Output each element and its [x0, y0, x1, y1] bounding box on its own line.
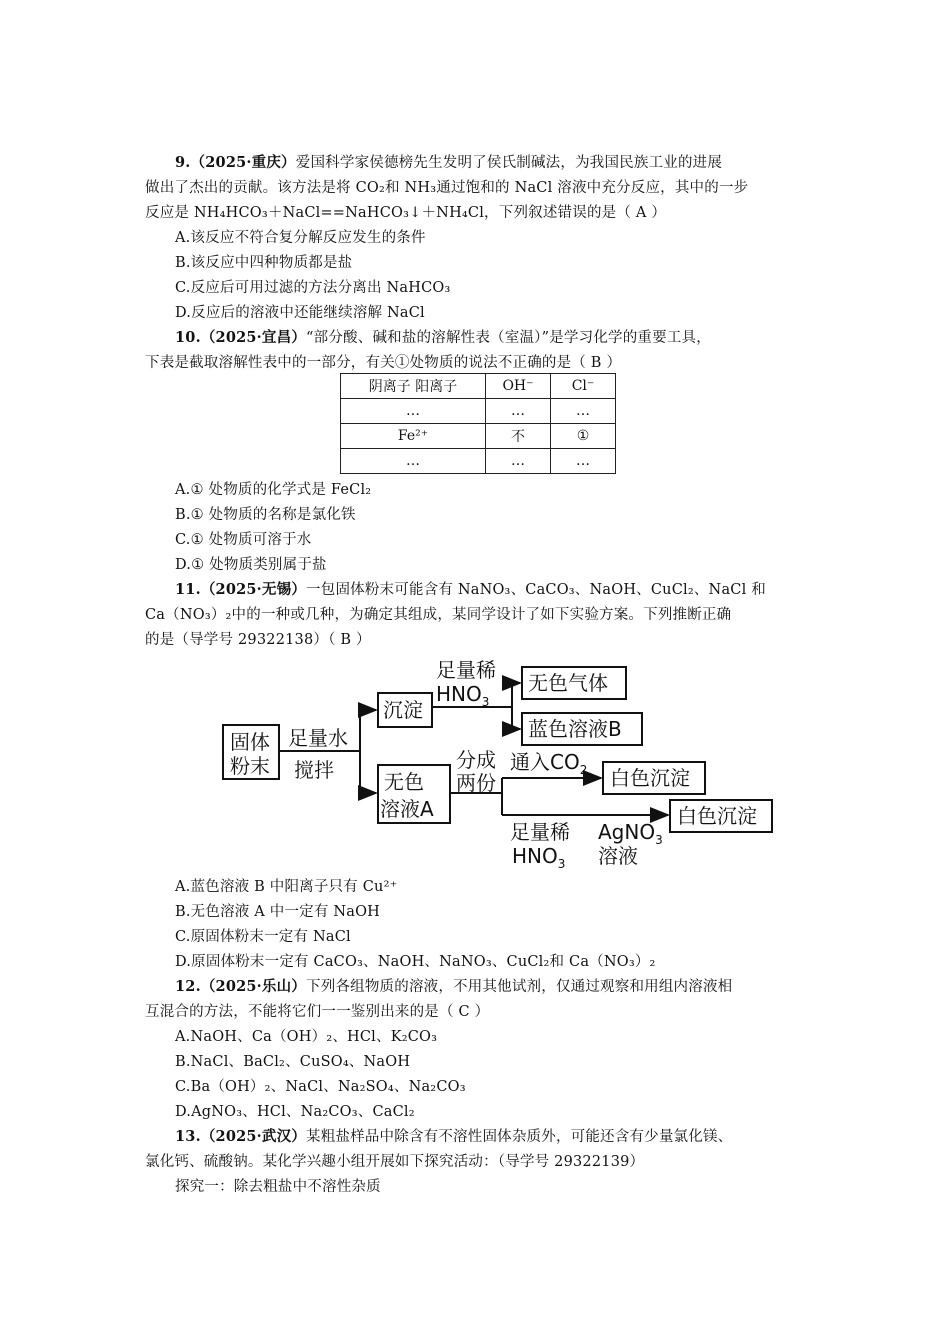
- q11-option-b: B.无色溶液 A 中一定有 NaOH: [175, 904, 381, 920]
- co2-label: 通入$CO_2$: [510, 750, 588, 777]
- table-cell: …: [341, 399, 486, 424]
- solution-a-label-1: 无色: [384, 770, 424, 794]
- q12-option-c: C.Ba（OH）₂、NaCl、Na₂SO₄、Na₂CO₃: [175, 1079, 466, 1095]
- solid-label-1: 固体: [230, 730, 270, 754]
- q10-option-c: C.① 处物质可溶于水: [175, 532, 312, 548]
- table-cell: …: [341, 449, 486, 474]
- q11-number: 11.: [175, 581, 201, 598]
- acid1-label-1: 足量稀: [436, 658, 496, 682]
- solution-a-label-2: 溶液A: [380, 797, 434, 821]
- experiment-flow-diagram: [220, 655, 780, 870]
- acid2-label-2: $HNO_3$: [512, 844, 566, 870]
- white-precipitate-1-label: 白色沉淀: [610, 766, 690, 790]
- q11-line-3: 的是（导学号 29322138）（ B ）: [145, 632, 371, 648]
- blue-solution-label: 蓝色溶液B: [528, 717, 622, 741]
- table-cell: …: [551, 449, 616, 474]
- q11-line-1: [175, 580, 766, 600]
- table-header-row: [341, 374, 616, 399]
- table-cell: …: [486, 449, 551, 474]
- q13-line-1: [175, 1127, 732, 1147]
- q10-stem-text: “部分酸、碱和盐的溶解性表（室温）”是学习化学的重要工具，: [306, 330, 711, 346]
- q9-stem-text: 爱国科学家侯德榜先生发明了侯氏制碱法，为我国民族工业的进展: [295, 155, 723, 171]
- q10-line-1: [175, 328, 711, 348]
- q9-option-c: C.反应后可用过滤的方法分离出 NaHCO₃: [175, 280, 451, 296]
- water-label-2: 搅拌: [294, 758, 334, 782]
- q9-line-3: 反应是 NH₄HCO₃＋NaCl==NaHCO₃↓＋NH₄Cl，下列叙述错误的是（ A ）: [145, 205, 667, 221]
- q12-stem-text: 下列各组物质的溶液，不用其他试剂，仅通过观察和用组内溶液相: [306, 979, 733, 995]
- q11-line-2: Ca（NO₃）₂中的一种或几种，为确定其组成，某同学设计了如下实验方案。下列推断正确: [145, 607, 732, 623]
- q13-source: （2025·武汉）: [200, 1128, 307, 1145]
- q10-option-b: B.① 处物质的名称是氯化铁: [175, 507, 356, 523]
- white-precipitate-2-label: 白色沉淀: [677, 804, 757, 828]
- silver-nitrate-label-2: 溶液: [598, 844, 638, 868]
- q13-stem-text: 某粗盐样品中除含有不溶性固体杂质外，可能还含有少量氯化镁、: [306, 1129, 733, 1145]
- split-label-2: 两份: [456, 771, 496, 795]
- table-cell: Fe²⁺: [341, 424, 486, 449]
- q12-number: 12.: [175, 978, 201, 995]
- split-label-1: 分成: [456, 748, 496, 772]
- solid-label-2: 粉末: [230, 754, 270, 778]
- table-header-ions: 阴离子 阳离子: [341, 374, 486, 399]
- q13-line-2: 氯化钙、硫酸钠。某化学兴趣小组开展如下探究活动：（导学号 29322139）: [145, 1154, 645, 1170]
- table-header-oh: OH⁻: [486, 374, 551, 399]
- q11-stem-text: 一包固体粉末可能含有 NaNO₃、CaCO₃、NaOH、CuCl₂、NaCl 和: [306, 582, 766, 598]
- q10-source: （2025·宜昌）: [200, 329, 307, 346]
- q13-number: 13.: [175, 1128, 201, 1145]
- q9-source: （2025·重庆）: [190, 154, 296, 171]
- table-cell: ①: [551, 424, 616, 449]
- q10-number: 10.: [175, 329, 201, 346]
- q9-line-2: 做出了杰出的贡献。该方法是将 CO₂和 NH₃通过饱和的 NaCl 溶液中充分反应，其中的一步: [145, 180, 749, 196]
- q10-option-d: D.① 处物质类别属于盐: [175, 557, 327, 573]
- water-label-1: 足量水: [288, 726, 348, 750]
- q12-line-1: [175, 977, 732, 997]
- solubility-table: [340, 373, 616, 474]
- q11-option-d: D.原固体粉末一定有 CaCO₃、NaOH、NaNO₃、CuCl₂和 Ca（NO₃）₂: [175, 954, 656, 970]
- q13-line-3: 探究一：除去粗盐中不溶性杂质: [175, 1179, 381, 1195]
- table-cell: …: [486, 399, 551, 424]
- table-row: [341, 399, 616, 424]
- acid2-label-1: 足量稀: [510, 820, 570, 844]
- q10-line-2: 下表是截取溶解性表中的一部分，有关①处物质的说法不正确的是（ B ）: [145, 355, 622, 371]
- q9-option-b: B.该反应中四种物质都是盐: [175, 255, 353, 271]
- q10-option-a: A.① 处物质的化学式是 FeCl₂: [175, 482, 372, 498]
- q9-number: 9.: [175, 154, 191, 171]
- q9-line-1: [175, 153, 722, 173]
- table-row: [341, 424, 616, 449]
- q12-source: （2025·乐山）: [200, 978, 307, 995]
- q12-option-b: B.NaCl、BaCl₂、CuSO₄、NaOH: [175, 1054, 411, 1070]
- colorless-gas-label: 无色气体: [528, 671, 608, 695]
- table-cell: …: [551, 399, 616, 424]
- q9-option-a: A.该反应不符合复分解反应发生的条件: [175, 230, 426, 246]
- table-row: [341, 449, 616, 474]
- precipitate-label: 沉淀: [383, 698, 423, 722]
- q11-option-a: A.蓝色溶液 B 中阳离子只有 Cu²⁺: [175, 879, 398, 895]
- q11-source: （2025·无锡）: [200, 581, 307, 598]
- q12-option-d: D.AgNO₃、HCl、Na₂CO₃、CaCl₂: [175, 1104, 415, 1120]
- q12-line-2: 互混合的方法，不能将它们一一鉴别出来的是（ C ）: [145, 1004, 490, 1020]
- table-cell: 不: [486, 424, 551, 449]
- q12-option-a: A.NaOH、Ca（OH）₂、HCl、K₂CO₃: [175, 1029, 438, 1045]
- q11-option-c: C.原固体粉末一定有 NaCl: [175, 929, 351, 945]
- table-header-cl: Cl⁻: [551, 374, 616, 399]
- silver-nitrate-label-1: AgNO$_3$: [598, 820, 663, 847]
- acid1-label-2: $HNO_3$: [436, 682, 490, 709]
- q9-option-d: D.反应后的溶液中还能继续溶解 NaCl: [175, 305, 425, 321]
